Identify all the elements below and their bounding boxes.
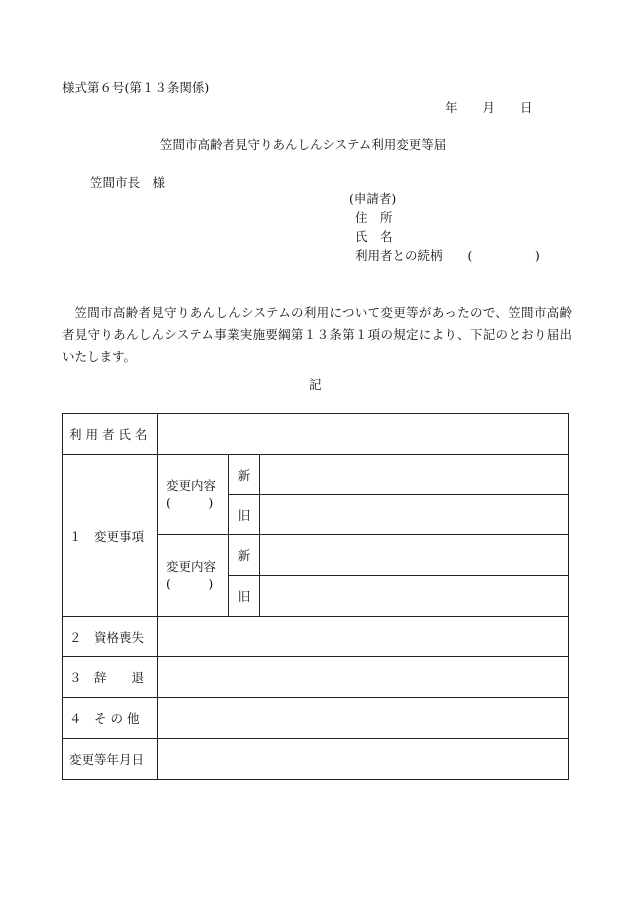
change-content-1 [158,455,229,535]
disqualification-label: ２ 資格喪失 [63,617,158,657]
table-row [63,739,569,780]
applicant-address-label: 住 所 [355,210,393,225]
document-title: 笠間市高齢者見守りあんしんシステム利用変更等届 [160,137,447,152]
withdrawal-label: ３ 辞 退 [63,657,158,698]
withdrawal-field[interactable] [158,657,569,698]
form-table [62,413,569,780]
new-value-field-1[interactable] [260,455,569,495]
applicant-relation-label: 利用者との続柄 ( ) [355,248,540,263]
change-content-2-paren: ( ) [166,575,214,591]
applicant-heading: (申請者) [349,191,397,206]
date-line: 年 月 日 [445,100,533,115]
old-label-2: 旧 [229,576,260,617]
old-value-field-1[interactable] [260,495,569,535]
disqualification-field[interactable] [158,617,569,657]
new-value-field-2[interactable] [260,535,569,576]
change-items-label: １ 変更事項 [63,455,158,617]
change-date-label: 変更等年月日 [63,739,158,780]
change-date-field[interactable] [158,739,569,780]
addressee: 笠間市長 様 [90,175,166,190]
new-label-2: 新 [229,535,260,576]
table-row [63,657,569,698]
table-row [63,698,569,739]
change-content-1-label: 変更内容 [166,477,217,493]
old-label-1: 旧 [229,495,260,535]
applicant-name-label: 氏 名 [355,229,393,244]
form-number: 様式第６号(第１３条関係) [62,80,210,95]
change-content-2 [158,535,229,617]
user-name-field[interactable] [158,414,569,455]
old-value-field-2[interactable] [260,576,569,617]
change-content-1-paren: ( ) [166,494,214,510]
ki-heading: 記 [309,377,322,392]
user-name-label: 利 用 者 氏 名 [63,414,158,455]
table-row [63,414,569,455]
other-field[interactable] [158,698,569,739]
other-label: ４ そ の 他 [63,698,158,739]
new-label-1: 新 [229,455,260,495]
table-row [63,617,569,657]
table-row [63,455,569,495]
change-content-2-label: 変更内容 [166,558,217,574]
body-paragraph: 笠間市高齢者見守りあんしんシステムの利用について変更等があったので、笠間市高齢者見守りあんしんシステム事業実施要綱第１３条第１項の規定により、下記のとおり届出いたします。 [62,305,572,364]
